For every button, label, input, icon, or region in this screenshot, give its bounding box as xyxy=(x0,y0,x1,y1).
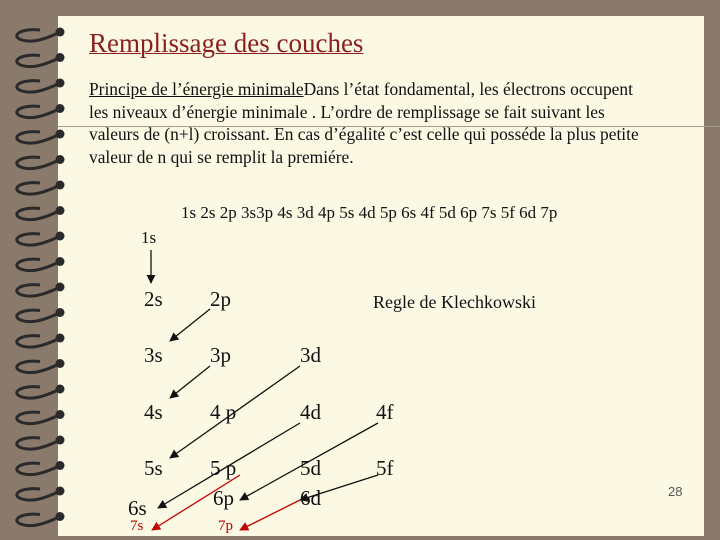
filling-sequence: 1s 2s 2p 3s3p 4s 3d 4p 5s 4d 5p 6s 4f 5d 6p 7s 5f 6d 7p xyxy=(181,203,558,222)
orbital-7s: 7s xyxy=(130,518,144,534)
spiral-hole xyxy=(56,283,65,292)
orbital-2p: 2p xyxy=(210,287,231,311)
spiral-ring xyxy=(17,106,60,117)
orbital-4f: 4f xyxy=(376,400,394,424)
spiral-ring xyxy=(17,55,60,66)
spiral-hole xyxy=(56,53,65,62)
principle-paragraph xyxy=(89,78,649,168)
spiral-ring xyxy=(17,285,60,296)
orbital-3s: 3s xyxy=(144,343,163,367)
orbital-4s: 4s xyxy=(144,400,163,424)
page-number: 28 xyxy=(668,484,683,499)
spiral-hole xyxy=(56,181,65,190)
spiral-hole xyxy=(56,130,65,139)
orbital-5p: 5 p xyxy=(210,456,237,480)
spiral-hole xyxy=(56,385,65,394)
spiral-hole xyxy=(56,155,65,164)
spiral-ring xyxy=(17,463,60,474)
spiral-hole xyxy=(56,104,65,113)
spiral-hole xyxy=(56,512,65,521)
spiral-ring xyxy=(17,208,60,219)
spiral-ring xyxy=(17,387,60,398)
page-title: Remplissage des couches xyxy=(89,28,364,58)
orbital-5f: 5f xyxy=(376,456,394,480)
spiral-ring xyxy=(17,310,60,321)
spiral-binding xyxy=(0,0,80,540)
orbital-5s: 5s xyxy=(144,456,163,480)
spiral-ring xyxy=(17,336,60,347)
spiral-ring xyxy=(17,30,60,41)
spiral-ring xyxy=(17,514,60,525)
orbital-1s: 1s xyxy=(141,228,157,247)
rule-label: Regle de Klechkowski xyxy=(373,292,536,312)
spiral-ring xyxy=(17,438,60,449)
spiral-hole xyxy=(56,28,65,37)
spiral-hole xyxy=(56,257,65,266)
principle-heading: Principe de l’énergie minimale xyxy=(89,79,304,99)
spiral-hole xyxy=(56,487,65,496)
spiral-ring xyxy=(17,412,60,423)
orbital-5d: 5d xyxy=(300,456,321,480)
spiral-ring xyxy=(17,489,60,500)
spiral-ring xyxy=(17,132,60,143)
spiral-hole xyxy=(56,410,65,419)
orbital-2s: 2s xyxy=(144,287,163,311)
spiral-ring xyxy=(17,234,60,245)
spiral-hole xyxy=(56,334,65,343)
orbital-7p: 7p xyxy=(218,518,233,534)
spiral-hole xyxy=(56,359,65,368)
orbital-3d: 3d xyxy=(300,343,321,367)
spiral-ring xyxy=(17,81,60,92)
spiral-ring xyxy=(17,259,60,270)
spiral-hole xyxy=(56,461,65,470)
orbital-6d: 6d xyxy=(300,486,321,510)
spiral-ring xyxy=(17,361,60,372)
spiral-hole xyxy=(56,436,65,445)
orbital-3p: 3p xyxy=(210,343,231,367)
spiral-ring xyxy=(17,157,60,168)
orbital-6p: 6p xyxy=(213,486,234,510)
spiral-hole xyxy=(56,308,65,317)
spiral-ring xyxy=(17,183,60,194)
principle-text: Dans l’état fondamental, les électrons occupent les niveaux d’énergie minimale . L’ordre de remplissage se fait suivant les valeurs de (n+l) croissant. En cas d’égalité c’est celle qui posséde la plus petite valeur de n qui se remplit la premiére. xyxy=(89,79,639,167)
spiral-hole xyxy=(56,79,65,88)
spiral-hole xyxy=(56,206,65,215)
spiral-hole xyxy=(56,232,65,241)
orbital-4p: 4 p xyxy=(210,400,237,424)
orbital-6s: 6s xyxy=(128,496,147,520)
orbital-4d: 4d xyxy=(300,400,321,424)
